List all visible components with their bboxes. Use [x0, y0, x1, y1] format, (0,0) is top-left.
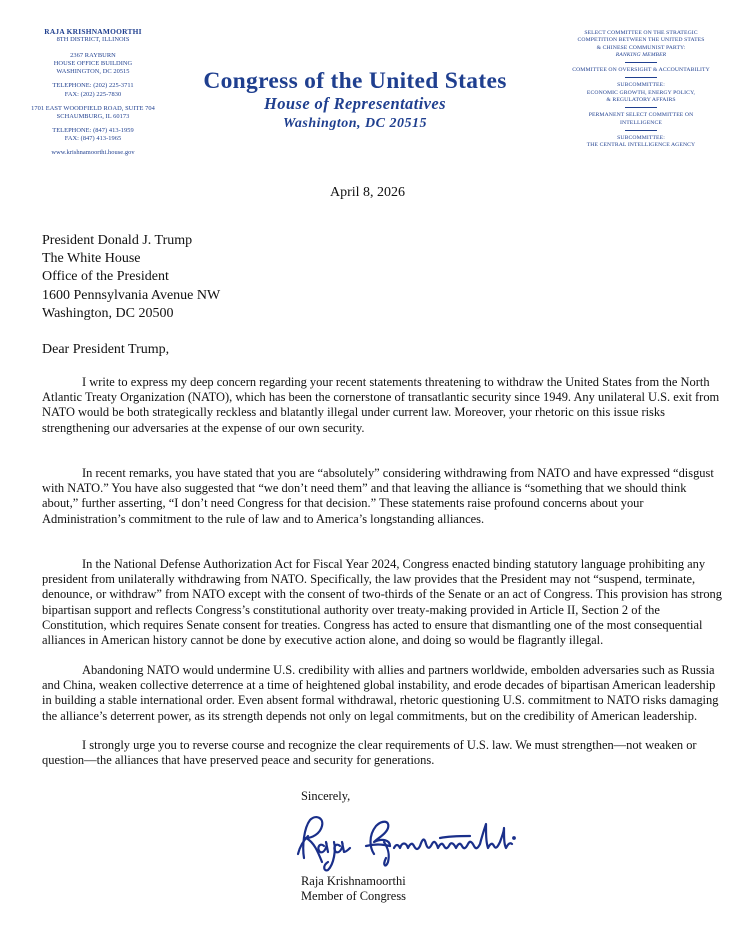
subcommittee-line: THE CENTRAL INTELLIGENCE AGENCY: [586, 142, 696, 149]
letter-date: April 8, 2026: [330, 185, 406, 200]
recipient-line: The White House: [42, 251, 141, 267]
divider: [625, 62, 657, 63]
committee-line: COMPETITION BETWEEN THE UNITED STATES: [577, 37, 705, 44]
location-title: Washington, DC 20515: [283, 116, 427, 131]
handwritten-signature: [290, 806, 530, 876]
website-link[interactable]: www.krishnamoorthi.house.gov: [51, 149, 135, 157]
body-paragraph: Abandoning NATO would undermine U.S. credibility with allies and partners worldwide, embolden adversaries such as Russia and China, weaken collective deterrence at a time of heightened global instability, and erode decades of bipartisan American leadership in building a stable international order. Even absent formal withdrawal, rhetoric questioning U.S. commitment to NATO risks damaging the alliance’s deterrent power, as its strength depends not only on legal commitments, but on the credibility of American leadership.: [42, 663, 719, 723]
member-name: RAJA KRISHNAMOORTHI: [44, 27, 142, 36]
recipient-line: 1600 Pennsylvania Avenue NW: [42, 287, 221, 303]
district-telephone: TELEPHONE: (847) 413-1959: [52, 126, 134, 134]
body-paragraph: I strongly urge you to reverse course and recognize the clear requirements of U.S. law. We must strengthen—not weaken or question—the alliances that have preserved peace and security for generations.: [42, 738, 697, 768]
recipient-line: President Donald J. Trump: [42, 233, 193, 248]
committee-role: RANKING MEMBER: [615, 51, 667, 58]
subcommittee-line: SUBCOMMITTEE:: [617, 134, 665, 141]
body-paragraph: I write to express my deep concern regarding your recent statements threatening to withdraw the United States from the North Atlantic Treaty Organization (NATO), which has been the cornerstone of transatlantic security since 1949. Any unilateral U.S. exit from NATO would be both strategically reckless and blatantly illegal under current law. Moreover, your rhetoric on this issue risks strengthening our adversaries at the expense of our own security.: [42, 375, 720, 435]
subcommittee-line: ECONOMIC GROWTH, ENERGY POLICY,: [586, 89, 696, 96]
dc-fax: FAX: (202) 225-7830: [64, 90, 122, 98]
letterhead-title: [180, 68, 530, 134]
divider: [625, 77, 657, 78]
closing: Sincerely,: [301, 789, 351, 803]
recipient-line: Washington, DC 20500: [42, 305, 174, 321]
member-district: 8TH DISTRICT, ILLINOIS: [56, 36, 130, 44]
committee-line: SELECT COMMITTEE ON THE STRATEGIC: [584, 30, 698, 36]
subcommittee-line: SUBCOMMITTEE:: [617, 82, 665, 89]
committee-line: COMMITTEE ON OVERSIGHT & ACCOUNTABILITY: [572, 67, 710, 74]
subcommittee-line: & REGULATORY AFFAIRS: [606, 97, 676, 104]
divider: [625, 107, 657, 108]
committee-line: INTELLIGENCE: [620, 119, 662, 126]
letterhead-right: [561, 30, 721, 150]
district-address-line: SCHAUMBURG, IL 60173: [56, 112, 130, 120]
recipient-address: [42, 232, 220, 323]
dc-telephone: TELEPHONE: (202) 225-3711: [52, 82, 134, 90]
letterhead-left: [28, 28, 158, 157]
signer-name: Raja Krishnamoorthi: [301, 874, 406, 888]
congress-title: Congress of the United States: [203, 68, 507, 94]
body-paragraph: In recent remarks, you have stated that you are “absolutely” considering withdrawing from NATO and have expressed “disgust with NATO.” You have also suggested that “we don’t need them” and that leaving the alliance is “something that we should think about,” further asserting, “I don’t need Congress for that decision.” These statements raise profound concerns about your Administration’s commitment to the rule of law and to America’s longstanding alliances.: [42, 466, 714, 526]
divider: [625, 130, 657, 131]
signer-title: Member of Congress: [301, 889, 407, 904]
district-address-line: 1701 EAST WOODFIELD ROAD, SUITE 704: [31, 104, 155, 112]
committee-line: & CHINESE COMMUNIST PARTY:: [596, 44, 686, 51]
committee-line: PERMANENT SELECT COMMITTEE ON: [588, 112, 694, 119]
house-title: House of Representatives: [264, 94, 446, 113]
signer-block: [301, 874, 406, 904]
dc-address-line: WASHINGTON, DC 20515: [56, 68, 130, 76]
district-fax: FAX: (847) 413-1965: [64, 134, 122, 142]
salutation: Dear President Trump,: [42, 342, 170, 357]
body-paragraph: In the National Defense Authorization Act for Fiscal Year 2024, Congress enacted binding statutory language prohibiting any president from unilaterally withdrawing from NATO. Specifically, the law provides that the President may not “suspend, terminate, denounce, or withdraw” from NATO except with the consent of two-thirds of the Senate or an act of Congress. This provision has strong bipartisan support and reflects Congress’s constitutional authority over treaty-making provided in Article II, Section 2 of the Constitution, which requires Senate consent for treaties. Congress has acted to ensure that dismantling one of the most consequential alliances in American history cannot be done by executive action alone, and doing so would be flagrantly illegal.: [42, 557, 722, 648]
dc-address-line: 2367 RAYBURN: [70, 52, 116, 60]
recipient-line: Office of the President: [42, 269, 169, 285]
dc-address-line: HOUSE OFFICE BUILDING: [53, 60, 133, 68]
